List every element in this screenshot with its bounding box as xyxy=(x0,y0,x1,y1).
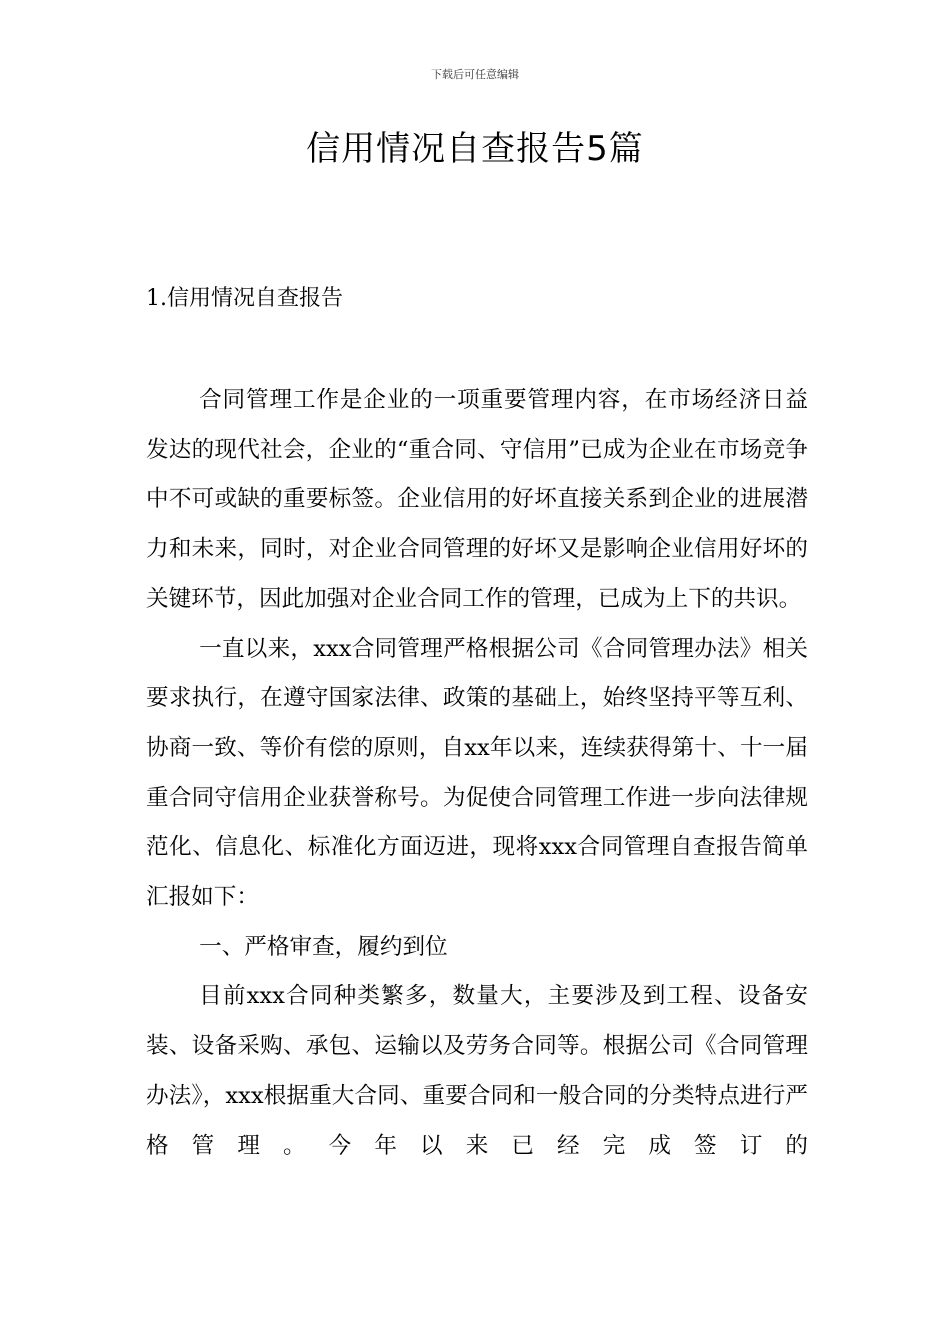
paragraph: 合同管理工作是企业的一项重要管理内容，在市场经济日益发达的现代社会，企业的“重合同、守信用”已成为企业在市场竞争中不可或缺的重要标签。企业信用的好坏直接关系到企业的进展潜力和未来，同时，对企业合同管理的好坏又是影响企业信用好坏的关键环节，因此加强对企业合同工作的管理，已成为上下的共识。 xyxy=(146,387,808,612)
header-note: 下载后可任意编辑 xyxy=(431,68,519,81)
body-text xyxy=(146,376,808,1171)
paragraph: 一直以来，xxx合同管理严格根据公司《合同管理办法》相关要求执行，在遵守国家法律、政策的基础上，始终坚持平等互利、协商一致、等价有偿的原则，自xx年以来，连续获得第十、十一届重合同守信用企业获誉称号。为促使合同管理工作进一步向法律规范化、信息化、标准化方面迈进，现将xxx合同管理自查报告简单汇报如下： xyxy=(146,635,808,911)
document-title: 信用情况自查报告5篇 xyxy=(306,129,644,169)
paragraph: 目前xxx合同种类繁多，数量大，主要涉及到工程、设备安装、设备采购、承包、运输以及劳务合同等。根据公司《合同管理办法》，xxx根据重大合同、重要合同和一般合同的分类特点进行严格管理。今年以来已经完成签订的 xyxy=(146,983,808,1159)
section-heading: 1.信用情况自查报告 xyxy=(146,286,343,311)
subheading: 一、严格审查，履约到位 xyxy=(199,933,448,960)
